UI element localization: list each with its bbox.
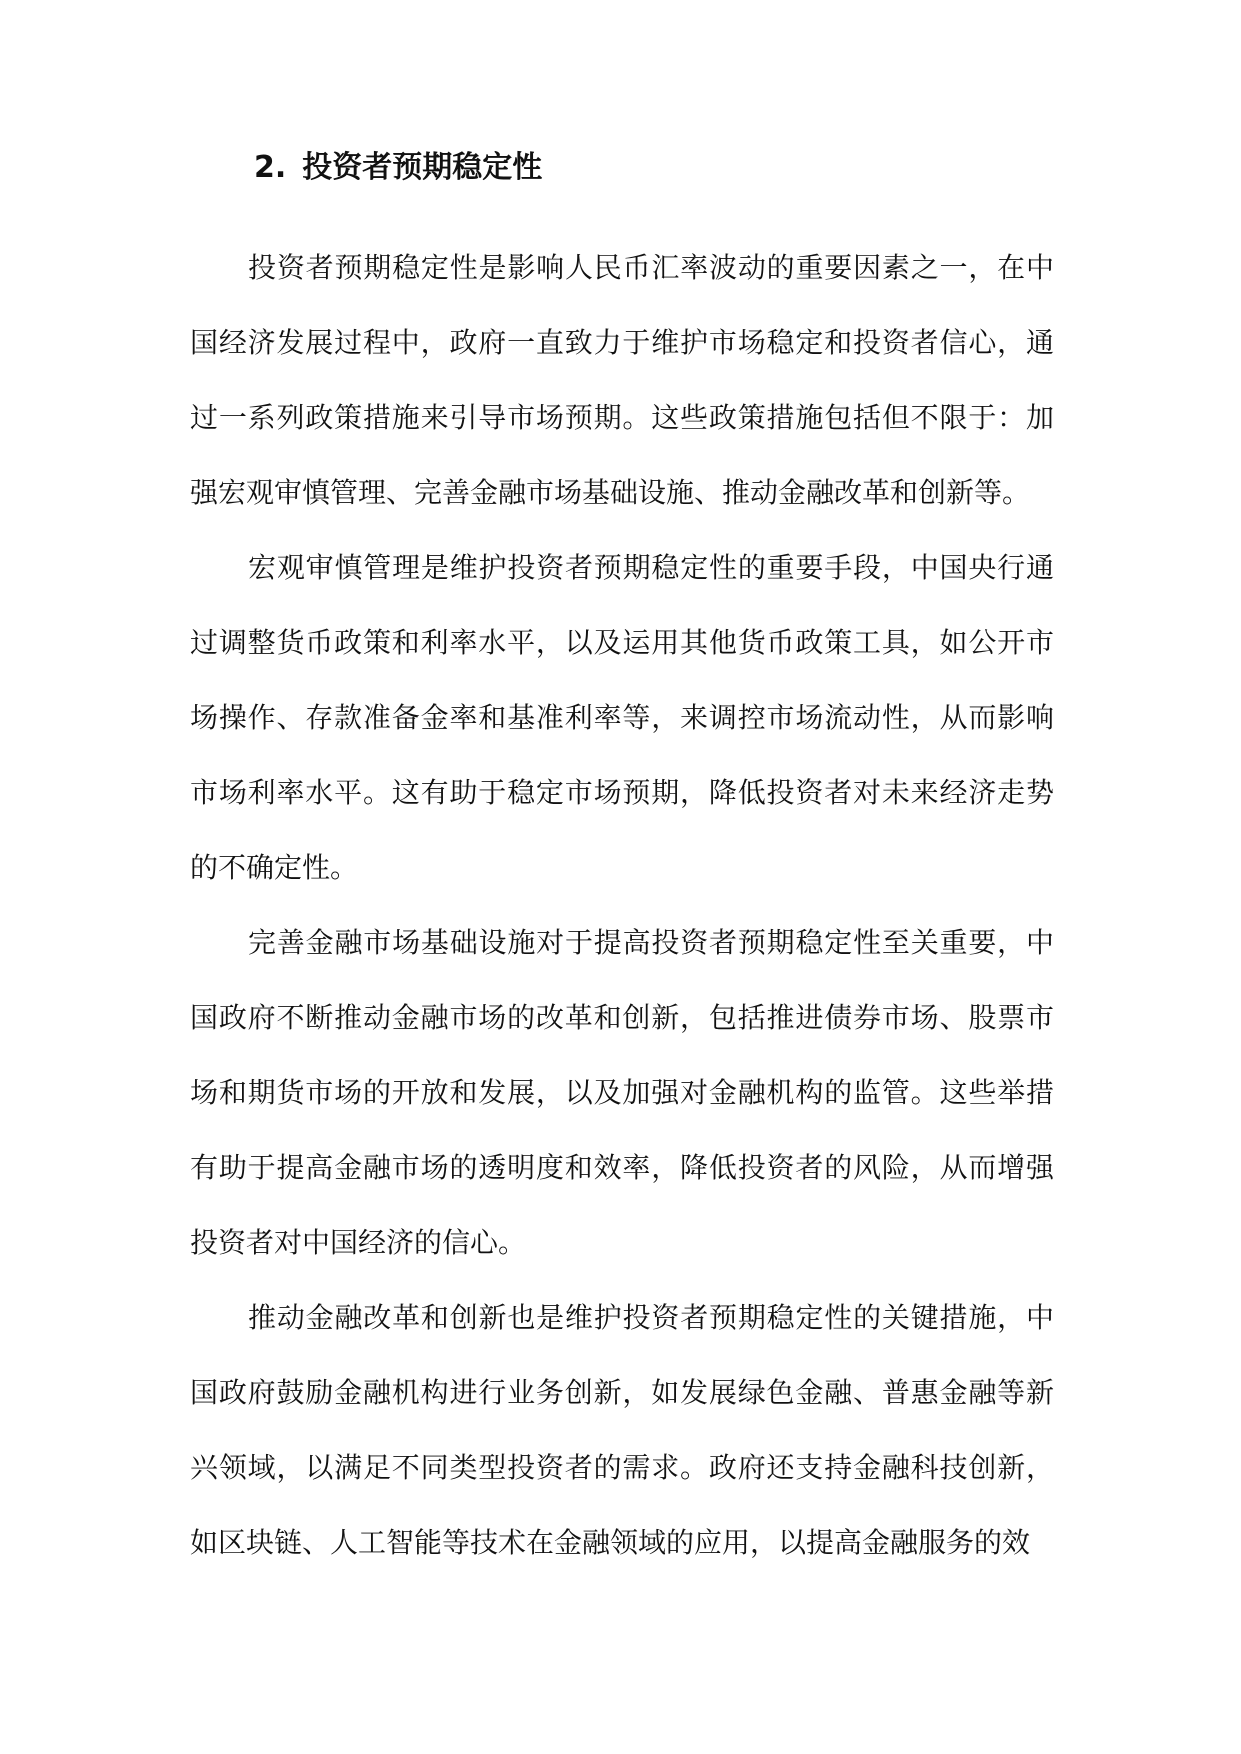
- body-text: [190, 230, 1054, 1580]
- paragraph-intro: 投资者预期稳定性是影响人民币汇率波动的重要因素之一，在中国经济发展过程中，政府一直致力于维护市场稳定和投资者信心，通过一系列政策措施来引导市场预期。这些政策措施包括但不限于：加强宏观审慎管理、完善金融市场基础设施、推动金融改革和创新等。: [190, 251, 1054, 509]
- section-heading: [254, 148, 542, 188]
- paragraph-reform: 推动金融改革和创新也是维护投资者预期稳定性的关键措施，中国政府鼓励金融机构进行业务创新，如发展绿色金融、普惠金融等新兴领域，以满足不同类型投资者的需求。政府还支持金融科技创新，如区块链、人工智能等技术在金融领域的应用，以提高金融服务的效: [190, 1301, 1054, 1559]
- paragraph-macroprudential: 宏观审慎管理是维护投资者预期稳定性的重要手段，中国央行通过调整货币政策和利率水平，以及运用其他货币政策工具，如公开市场操作、存款准备金率和基准利率等，来调控市场流动性，从而影响市场利率水平。这有助于稳定市场预期，降低投资者对未来经济走势的不确定性。: [190, 551, 1054, 884]
- section-title: 投资者预期稳定性: [302, 150, 543, 185]
- paragraph-infrastructure: 完善金融市场基础设施对于提高投资者预期稳定性至关重要，中国政府不断推动金融市场的改革和创新，包括推进债券市场、股票市场和期货市场的开放和发展，以及加强对金融机构的监管。这些举措有助于提高金融市场的透明度和效率，降低投资者的风险，从而增强投资者对中国经济的信心。: [190, 926, 1054, 1259]
- section-number: 2.: [254, 150, 287, 185]
